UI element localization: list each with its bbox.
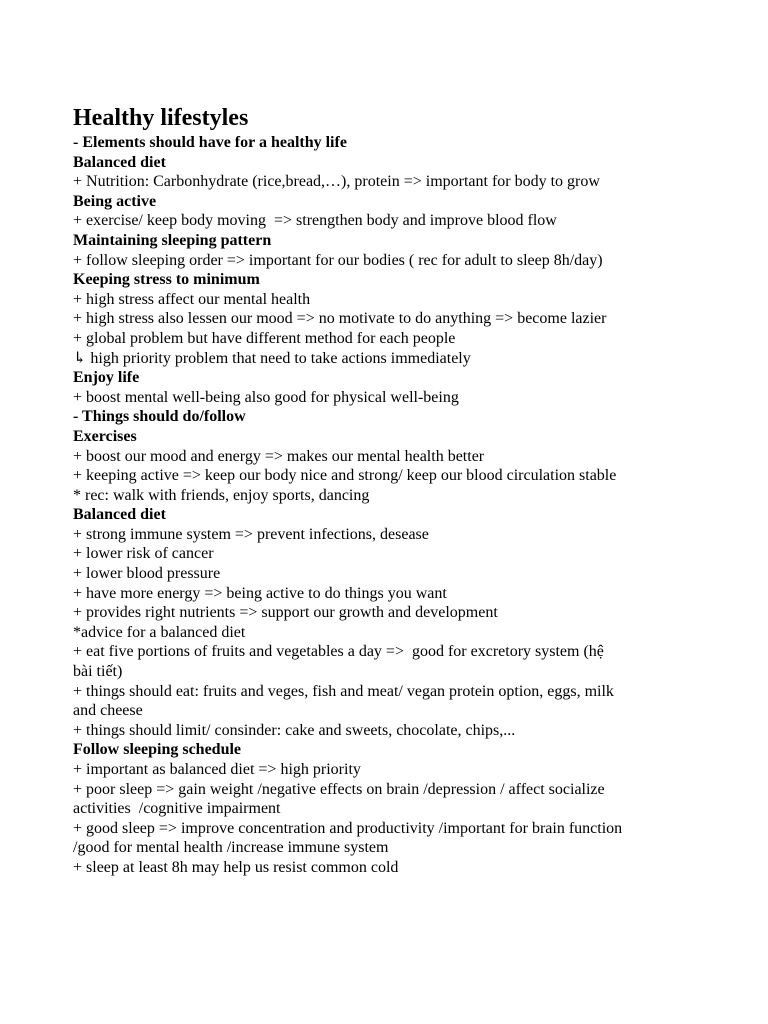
section-heading: Maintaining sleeping pattern [73,231,272,249]
text-line: + follow sleeping order => important for our bodies ( rec for adult to sleep 8h/day) [73,251,603,269]
text-line: ↳ high priority problem that need to take actions immediately [73,349,471,367]
section-heading: Exercises [73,427,137,445]
document-body [73,133,698,878]
text-line: + Nutrition: Carbonhydrate (rice,bread,…), protein => important for body to grow [73,173,600,191]
text-line: + eat five portions of fruits and vegetables a day => good for excretory system (hệ [73,643,604,661]
section-heading: Follow sleeping schedule [73,741,242,759]
section-heading: Balanced diet [73,153,166,171]
document-title: Healthy lifestyles [73,105,249,131]
section-heading: - Things should do/follow [73,408,246,426]
text-line: and cheese [73,702,143,720]
text-line: *advice for a balanced diet [73,623,246,641]
text-line: + high stress affect our mental health [73,290,311,308]
text-line: + provides right nutrients => support our growth and development [73,604,498,622]
text-line: + exercise/ keep body moving => strengthen body and improve blood flow [73,212,557,230]
text-line: + sleep at least 8h may help us resist common cold [73,858,399,876]
section-heading: - Elements should have for a healthy life [73,134,347,151]
section-heading: Keeping stress to minimum [73,271,260,289]
text-line: bài tiết) [73,663,123,681]
text-line: + high stress also lessen our mood => no motivate to do anything => become lazier [73,310,607,328]
text-line: + poor sleep => gain weight /negative effects on brain /depression / affect socialize [73,780,605,798]
document-page [73,103,698,878]
text-line: + things should limit/ consinder: cake and sweets, chocolate, chips,... [73,721,516,739]
text-line: + boost mental well-being also good for physical well-being [73,388,459,406]
text-line: * rec: walk with friends, enjoy sports, dancing [73,486,370,504]
text-line: /good for mental health /increase immune system [73,839,389,857]
text-line: + keeping active => keep our body nice and strong/ keep our blood circulation stable [73,467,617,485]
text-line: + good sleep => improve concentration and productivity /important for brain function [73,819,623,837]
section-heading: Enjoy life [73,369,140,387]
text-line: activities /cognitive impairment [73,800,281,818]
text-line: + important as balanced diet => high priority [73,761,361,778]
text-line: + strong immune system => prevent infections, desease [73,525,429,543]
text-line: + boost our mood and energy => makes our mental health better [73,447,485,465]
text-line: + have more energy => being active to do things you want [73,584,447,602]
text-line: + global problem but have different method for each people [73,329,456,347]
text-line: + lower risk of cancer [73,545,214,563]
text-line: + lower blood pressure [73,565,221,583]
text-line: + things should eat: fruits and veges, fish and meat/ vegan protein option, eggs, milk [73,682,614,700]
section-heading: Being active [73,192,157,210]
section-heading: Balanced diet [73,506,166,524]
